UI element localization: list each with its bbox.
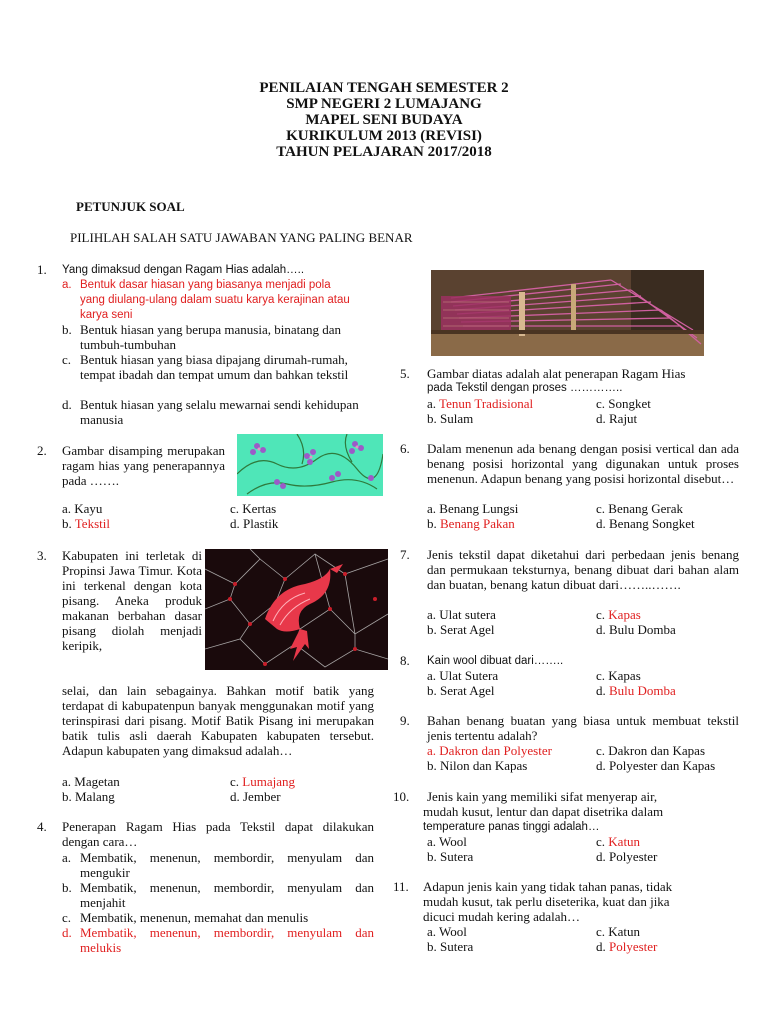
option-d[interactable]: Membatik, menenun, membordir, menyulam dan melukis <box>80 925 374 955</box>
option-d[interactable]: Bentuk hiasan yang selalu mewarnai sendi kehidupan manusia <box>80 397 359 427</box>
option-d[interactable]: d. Rajut <box>596 411 638 426</box>
question-text: Gambar disamping merupakan ragam hias yang penerapannya pada ……. <box>62 443 225 488</box>
option-c[interactable]: c. Songket <box>596 396 651 411</box>
option-a[interactable]: a. Ulat Sutera <box>427 668 499 683</box>
question-text-line2: pada Tekstil dengan proses ………….. <box>427 382 623 394</box>
instructions-text: PILIHLAH SALAH SATU JAWABAN YANG PALING BENAR <box>70 230 413 245</box>
option-b-label: b. <box>62 322 72 337</box>
question-number: 7. <box>400 547 410 562</box>
option-c[interactable]: c. Kapas <box>596 668 641 683</box>
question-number: 1. <box>37 262 47 277</box>
option-c-label: c. <box>596 834 606 849</box>
option-c[interactable] <box>596 607 641 622</box>
question-number: 10. <box>393 789 410 804</box>
option-c[interactable]: c. Dakron dan Kapas <box>596 743 706 758</box>
question-number: 9. <box>400 713 410 728</box>
option-a[interactable]: a. Wool <box>427 834 467 849</box>
option-a[interactable]: a. Kayu <box>62 501 103 516</box>
question-text-line3: temperature panas tinggi adalah… <box>423 821 600 833</box>
option-d[interactable]: d. Polyester dan Kapas <box>596 758 716 773</box>
option-b[interactable]: Bentuk hiasan yang berupa manusia, binatang dan tumbuh-tumbuhan <box>80 322 342 352</box>
option-c[interactable]: c. Benang Gerak <box>596 501 683 516</box>
option-c-text: Kapas <box>608 607 641 622</box>
header-school: SMP NEGERI 2 LUMAJANG <box>286 96 482 112</box>
option-d[interactable]: d. Benang Songket <box>596 516 695 531</box>
option-c-text: Lumajang <box>242 774 295 789</box>
option-a-label: a. <box>427 396 437 411</box>
option-a[interactable]: Bentuk dasar hiasan yang biasanya menjadi pola yang diulang-ulang dalam suatu karya kerajinan atau karya seni <box>80 279 350 321</box>
option-a[interactable]: a. Benang Lungsi <box>427 501 519 516</box>
question-text: Jenis tekstil dapat diketahui dari perbedaan jenis benang dan permukaan teksturnya, benang dibuat dari bahan alam dan buatan, benang katun dibuat dari……..……. <box>427 547 739 592</box>
question-text: Kain wool dibuat dari…….. <box>427 655 564 667</box>
question-text: Yang dimaksud dengan Ragam Hias adalah….. <box>62 264 305 276</box>
option-b[interactable] <box>62 516 110 531</box>
option-b-text: Benang Pakan <box>440 516 515 531</box>
option-d-label: d. <box>62 397 72 412</box>
option-c[interactable]: Membatik, menenun, memahat dan menulis <box>80 910 309 925</box>
question-text-line1: Adapun jenis kain yang tidak tahan panas, tidak <box>423 879 673 894</box>
option-d-label: d. <box>596 939 606 954</box>
header-title: PENILAIAN TENGAH SEMESTER 2 <box>259 80 509 96</box>
question-number: 5. <box>400 366 410 381</box>
question-number: 8. <box>400 653 410 668</box>
option-d-text: Polyester <box>609 939 658 954</box>
question-text-line2: mudah kusut, lentur dan dapat disetrika dalam <box>423 804 664 819</box>
batik-pisang-image <box>205 549 388 670</box>
option-d[interactable] <box>596 683 676 698</box>
question-text: Bahan benang buatan yang biasa untuk membuat tekstil jenis tertentu adalah? <box>427 713 739 743</box>
option-a[interactable] <box>427 396 533 411</box>
option-b[interactable] <box>427 516 515 531</box>
question-number: 6. <box>400 441 410 456</box>
option-a-label: a. <box>62 279 72 291</box>
question-text-line1: Gambar diatas adalah alat penerapan Ragam Hias <box>427 366 686 381</box>
option-b[interactable]: b. Sulam <box>427 411 474 426</box>
option-a-text: Dakron dan Polyester <box>439 743 552 758</box>
option-c[interactable]: Bentuk hiasan yang biasa dipajang dirumah-rumah, tempat ibadah dan tempat umum dan bahkan tekstil <box>80 352 349 382</box>
option-b-label: b. <box>427 516 437 531</box>
option-a[interactable]: a. Magetan <box>62 774 120 789</box>
option-a[interactable]: a. Wool <box>427 924 467 939</box>
question-number: 4. <box>37 819 47 834</box>
option-b[interactable]: b. Sutera <box>427 939 474 954</box>
option-d[interactable]: d. Bulu Domba <box>596 622 676 637</box>
option-a[interactable] <box>427 743 552 758</box>
option-c-text: Katun <box>608 834 641 849</box>
option-b[interactable]: b. Nilon dan Kapas <box>427 758 528 773</box>
option-c-label: c. <box>62 910 72 925</box>
loom-photo <box>431 270 704 356</box>
option-c[interactable] <box>230 774 295 789</box>
question-text-line1: Jenis kain yang memiliki sifat menyerap air, <box>427 789 658 804</box>
header-year: TAHUN PELAJARAN 2017/2018 <box>276 144 492 160</box>
option-a-label: a. <box>427 743 437 758</box>
question-number: 11. <box>393 879 409 894</box>
option-d[interactable]: d. Polyester <box>596 849 658 864</box>
header-curriculum: KURIKULUM 2013 (REVISI) <box>286 128 482 144</box>
option-c[interactable] <box>596 834 640 849</box>
option-b[interactable]: b. Serat Agel <box>427 683 495 698</box>
option-a[interactable]: Membatik, menenun, membordir, menyulam dan mengukir <box>80 850 374 880</box>
option-a-text: Tenun Tradisional <box>439 396 534 411</box>
question-text: Penerapan Ragam Hias pada Tekstil dapat dilakukan dengan cara… <box>62 819 374 849</box>
question-text: Dalam menenun ada benang dengan posisi vertical dan ada benang posisi horizontal yang digunakan untuk proses menenun. Adapun benang yang posisi horizontal disebut… <box>427 441 739 486</box>
question-number: 3. <box>37 548 47 563</box>
option-d[interactable]: d. Jember <box>230 789 281 804</box>
option-c[interactable]: c. Kertas <box>230 501 277 516</box>
option-d-label: d. <box>596 683 606 698</box>
option-d-label: d. <box>62 925 72 940</box>
option-c-label: c. <box>230 774 240 789</box>
question-text-line2: mudah kusut, tak perlu diseterika, kuat dan jika <box>423 894 670 909</box>
option-c-label: c. <box>596 607 606 622</box>
option-b[interactable]: Membatik, menenun, membordir, menyulam dan menjahit <box>80 880 374 910</box>
option-b-text: Tekstil <box>74 516 110 531</box>
option-b-label: b. <box>62 880 72 895</box>
question-number: 2. <box>37 443 47 458</box>
question-text-part2: selai, dan lain sebagainya. Bahkan motif batik yang terdapat di kabupatenpun banyak menggunakan motif yang terinspirasi dari pisang. Motif Batik Pisang ini merupakan batik tulis asli daerah Kabupaten kabupaten tersebut. Adapun kabupaten yang dimaksud adalah… <box>62 683 374 758</box>
option-b[interactable]: b. Serat Agel <box>427 622 495 637</box>
option-d-text: Bulu Domba <box>609 683 676 698</box>
option-a-label: a. <box>62 850 72 865</box>
option-a[interactable]: a. Ulat sutera <box>427 607 496 622</box>
floral-textile-image <box>237 434 383 496</box>
question-text-line3: dicuci mudah kering adalah… <box>423 909 581 924</box>
option-b[interactable]: b. Malang <box>62 789 115 804</box>
header-subject: MAPEL SENI BUDAYA <box>305 112 463 128</box>
option-d[interactable] <box>596 939 657 954</box>
option-b[interactable]: b. Sutera <box>427 849 474 864</box>
instructions-heading: PETUNJUK SOAL <box>76 199 185 214</box>
option-c[interactable]: c. Katun <box>596 924 641 939</box>
option-b-label: b. <box>62 516 72 531</box>
option-c-label: c. <box>62 352 72 367</box>
question-text-part1: Kabupaten ini terletak di Propinsi Jawa Timur. Kota ini terkenal dengan kota pisang. Aneka produk makanan berbahan dasar pisang diolah menjadi keripik, <box>62 548 202 653</box>
exam-header <box>0 80 768 160</box>
option-d[interactable]: d. Plastik <box>230 516 279 531</box>
